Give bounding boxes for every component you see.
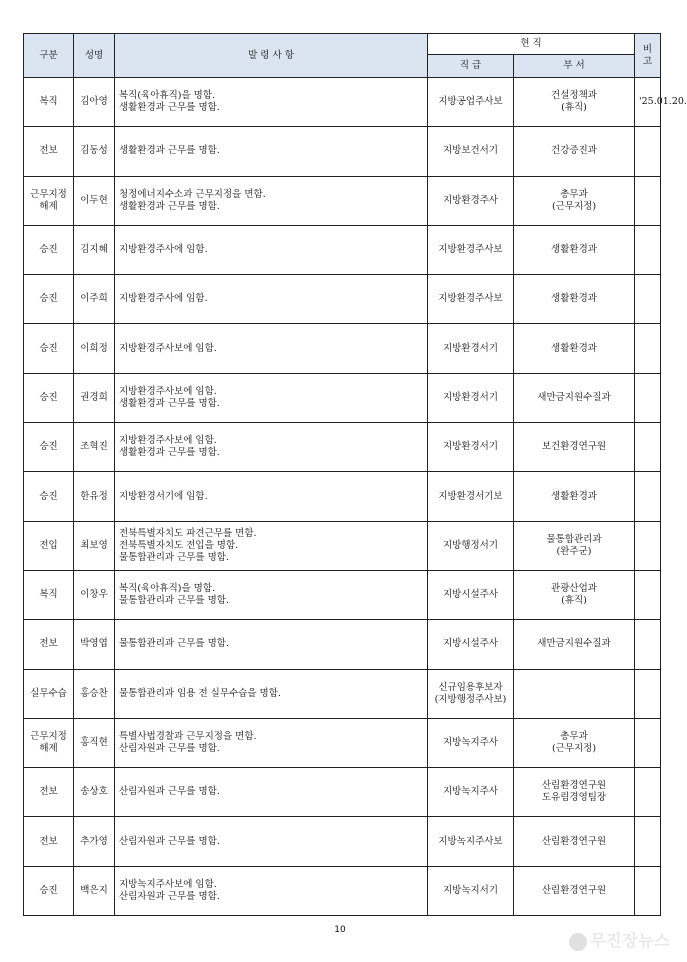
dept-cell-line: 도유림경영팀장: [541, 792, 607, 804]
order-detail-cell-line: 지방환경주사에 임함.: [119, 293, 208, 305]
category-cell: [24, 127, 74, 176]
dept-cell: [514, 570, 635, 619]
category-cell-line: 승진: [39, 441, 58, 453]
order-detail-cell: [115, 275, 428, 324]
order-detail-cell-line: 물통합관리과 근무를 명함.: [119, 551, 230, 563]
category-cell-line: 승진: [39, 293, 58, 305]
dept-cell: [514, 176, 635, 225]
order-detail-cell-line: 물통합관리과 임용 전 실무수습을 명함.: [119, 687, 281, 699]
order-detail-cell-line: 산림자원과 근무를 명함.: [119, 743, 220, 754]
category-cell-line: 근무지정: [30, 731, 67, 742]
name-cell: 이두현: [74, 176, 115, 225]
order-detail-cell-line: 지방녹지주사보에 임함.: [119, 878, 217, 890]
order-detail-cell: [115, 620, 428, 669]
table-row: [24, 718, 661, 767]
rank-cell: [428, 768, 514, 817]
category-cell-line: 승진: [39, 244, 58, 256]
table-row: [24, 373, 661, 422]
table-row: [24, 275, 661, 324]
dept-cell: [514, 768, 635, 817]
header-name: 성명: [74, 34, 115, 78]
dept-cell-line: 산림환경연구원: [541, 835, 607, 847]
order-detail-cell-line: 물통합관리과 근무를 명함.: [119, 595, 230, 607]
category-cell-line: 실무수습: [30, 687, 67, 699]
category-cell-line: 전입: [39, 539, 58, 551]
name-cell: 백은지: [74, 866, 115, 915]
category-cell: [24, 176, 74, 225]
dept-cell: [514, 521, 635, 570]
rank-cell: [428, 324, 514, 373]
order-detail-cell: [115, 78, 428, 127]
dept-cell: [514, 866, 635, 915]
dept-cell-line: 보건환경연구원: [541, 441, 607, 453]
category-cell: [24, 768, 74, 817]
order-detail-cell: [115, 472, 428, 521]
note-cell: [635, 275, 661, 324]
dept-cell-line: (근무지정): [551, 200, 597, 212]
order-detail-cell-line: 생활환경과 근무를 명함.: [119, 200, 220, 212]
rank-cell-line: 지방보건서기: [442, 145, 499, 157]
category-cell: [24, 423, 74, 472]
rank-cell-line: 지방녹지주사: [442, 786, 499, 798]
watermark-text: 무진장뉴스: [590, 931, 670, 950]
header-rank: 직 급: [428, 55, 514, 78]
name-cell: 조혁진: [74, 423, 115, 472]
category-cell: [24, 669, 74, 718]
category-cell: [24, 472, 74, 521]
logo-mark-icon: [569, 933, 587, 951]
category-cell: [24, 225, 74, 274]
watermark-logo: [569, 928, 670, 951]
order-detail-cell-line: 산림자원과 근무를 명함.: [119, 890, 220, 902]
table-row: [24, 127, 661, 176]
table-row: [24, 620, 661, 669]
rank-cell: [428, 570, 514, 619]
name-cell: 최보영: [74, 521, 115, 570]
order-detail-cell-line: 전북특별자치도 파견근무를 면함.: [119, 527, 257, 539]
order-detail-cell-line: 생활환경과 근무를 명함.: [119, 397, 220, 409]
rank-cell-line: 지방환경주사보: [438, 293, 503, 305]
dept-cell-line: 총무과: [560, 731, 588, 742]
category-cell-line: 승진: [39, 391, 58, 403]
dept-cell: [514, 669, 635, 718]
dept-cell: [514, 78, 635, 127]
order-detail-cell: [115, 423, 428, 472]
table-body: [24, 78, 687, 916]
category-cell-line: 승진: [39, 342, 58, 354]
note-cell: [635, 866, 661, 915]
category-cell: [24, 324, 74, 373]
category-cell-line: 전보: [39, 638, 58, 650]
order-detail-cell-line: 생활환경과 근무를 명함.: [119, 145, 220, 157]
name-cell: 김지혜: [74, 225, 115, 274]
order-detail-cell: [115, 324, 428, 373]
rank-cell-line: 지방환경서기: [442, 342, 499, 354]
table-row: [24, 472, 661, 521]
rank-cell: [428, 866, 514, 915]
dept-cell: [514, 423, 635, 472]
note-cell: [635, 620, 661, 669]
name-cell: 권경희: [74, 373, 115, 422]
rank-cell: [428, 275, 514, 324]
category-cell-line: 전보: [39, 835, 58, 847]
dept-cell-line: (휴직): [561, 102, 587, 114]
order-detail-cell-line: 지방환경서기에 임함.: [119, 490, 208, 502]
rank-cell-line: 지방환경서기보: [438, 490, 503, 502]
category-cell: [24, 78, 74, 127]
order-detail-cell-line: 지방환경주사보에 임함.: [119, 435, 217, 447]
dept-cell: [514, 817, 635, 866]
order-detail-cell-line: 전북특별자치도 전입을 명함.: [119, 539, 239, 551]
order-detail-cell-line: 지방환경주사보에 임함.: [119, 342, 217, 354]
order-detail-cell-line: 산림자원과 근무를 명함.: [119, 786, 220, 798]
dept-cell-line: 산림환경연구원: [541, 780, 607, 792]
category-cell: [24, 275, 74, 324]
rank-cell: [428, 373, 514, 422]
category-cell: [24, 521, 74, 570]
dept-cell-line: 생활환경과: [551, 293, 597, 305]
rank-cell-line: 지방환경주사: [442, 194, 499, 206]
name-cell: 송상호: [74, 768, 115, 817]
rank-cell-line: 지방녹지주사보: [438, 835, 503, 847]
order-detail-cell-line: 복직(육아휴직)을 명함.: [119, 583, 216, 595]
note-cell: [635, 472, 661, 521]
note-cell: [635, 176, 661, 225]
name-cell: 김아영: [74, 78, 115, 127]
order-detail-cell: [115, 225, 428, 274]
name-cell: 김동성: [74, 127, 115, 176]
note-cell: [635, 570, 661, 619]
category-cell-line: 전보: [39, 145, 58, 157]
table-row: [24, 176, 661, 225]
order-detail-cell: [115, 718, 428, 767]
rank-cell: [428, 176, 514, 225]
dept-cell-line: 생활환경과: [551, 342, 597, 354]
dept-cell-line: 생활환경과: [551, 244, 597, 256]
order-detail-cell-line: 생활환경과 근무를 명함.: [119, 447, 220, 459]
order-detail-cell-line: 특별사법경찰과 근무지정을 면함.: [119, 731, 257, 742]
name-cell: 박영엽: [74, 620, 115, 669]
rank-cell: [428, 718, 514, 767]
category-cell-line: 승진: [39, 490, 58, 502]
rank-cell: [428, 620, 514, 669]
dept-cell: [514, 225, 635, 274]
dept-cell: [514, 275, 635, 324]
dept-cell-line: (근무지정): [551, 743, 597, 754]
order-detail-cell-line: 지방환경주사에 임함.: [119, 244, 208, 256]
order-detail-cell: [115, 768, 428, 817]
table-row: [24, 423, 661, 472]
rank-cell-line: 지방환경서기: [442, 391, 499, 403]
order-detail-cell: [115, 373, 428, 422]
rank-cell: [428, 78, 514, 127]
header-order: 발 령 사 항: [115, 34, 428, 78]
name-cell: 한유정: [74, 472, 115, 521]
order-detail-cell: [115, 176, 428, 225]
page-number: 10: [334, 925, 346, 935]
header-dept: 부 서: [514, 55, 635, 78]
rank-cell-line: 지방환경주사보: [438, 244, 503, 256]
header-note: 비고: [635, 34, 661, 78]
table-row: [24, 570, 661, 619]
rank-cell-line: 지방환경서기: [442, 441, 499, 453]
category-cell-line: 복직: [39, 589, 58, 601]
dept-cell-line: 건설정책과: [551, 90, 597, 102]
dept-cell-line: 새만금지원수질과: [537, 638, 611, 650]
header-current: 현 직: [428, 34, 635, 55]
dept-cell: [514, 718, 635, 767]
note-cell: [635, 373, 661, 422]
dept-cell: [514, 620, 635, 669]
order-detail-cell: [115, 127, 428, 176]
rank-cell: [428, 472, 514, 521]
personnel-table: [23, 33, 687, 916]
note-cell: [635, 817, 661, 866]
name-cell: 홍직현: [74, 718, 115, 767]
table-row: [24, 768, 661, 817]
dept-cell-line: 산림환경연구원: [541, 884, 607, 896]
table-row: [24, 866, 661, 915]
order-detail-cell-line: 지방환경주사보에 임함.: [119, 385, 217, 397]
order-detail-cell-line: 복직(육아휴직)을 명함.: [119, 90, 216, 102]
note-cell: [635, 127, 661, 176]
category-cell: [24, 373, 74, 422]
rank-cell-line: 지방시설주사: [442, 589, 499, 601]
order-detail-cell: [115, 866, 428, 915]
rank-cell-line: 지방녹지서기: [442, 884, 499, 896]
category-cell-line: 복직: [39, 96, 58, 108]
dept-cell-line: 건강증진과: [551, 145, 597, 157]
table-row: [24, 324, 661, 373]
rank-cell-line: 지방시설주사: [442, 638, 499, 650]
rank-cell-line: 지방녹지주사: [442, 737, 499, 748]
order-detail-cell: [115, 521, 428, 570]
table-row: [24, 669, 661, 718]
order-detail-cell: [115, 817, 428, 866]
dept-cell-line: 생활환경과: [551, 490, 597, 502]
name-cell: 이창우: [74, 570, 115, 619]
rank-cell: [428, 817, 514, 866]
rank-cell: [428, 225, 514, 274]
order-detail-cell: [115, 570, 428, 619]
dept-cell-line: 관광산업과: [551, 583, 597, 595]
rank-cell-line: (지방행정주사보): [434, 693, 507, 705]
order-detail-cell-line: 산림자원과 근무를 명함.: [119, 835, 220, 847]
name-cell: 이주희: [74, 275, 115, 324]
order-detail-cell: [115, 669, 428, 718]
rank-cell-line: 신규임용후보자: [438, 681, 503, 693]
name-cell: 이희정: [74, 324, 115, 373]
dept-cell-line: 물통합관리과: [546, 533, 602, 545]
note-cell: [635, 669, 661, 718]
rank-cell: [428, 669, 514, 718]
category-cell-line: 해제: [39, 743, 58, 754]
table-row: [24, 225, 661, 274]
name-cell: 홍승찬: [74, 669, 115, 718]
rank-cell: [428, 423, 514, 472]
note-cell: [635, 718, 661, 767]
note-cell: [635, 423, 661, 472]
category-cell-line: 승진: [39, 884, 58, 896]
dept-cell-line: (휴직): [561, 595, 587, 607]
category-cell-line: 해제: [39, 200, 58, 212]
dept-cell: [514, 127, 635, 176]
dept-cell: [514, 373, 635, 422]
dept-cell: [514, 324, 635, 373]
header-category: 구분: [24, 34, 74, 78]
rank-cell-line: 지방공업주사보: [438, 96, 503, 108]
order-detail-cell-line: 물통합관리과 근무를 명함.: [119, 638, 230, 650]
note-cell: [635, 225, 661, 274]
dept-cell-line: 새만금지원수질과: [537, 391, 611, 403]
dept-cell-line: 총무과: [560, 188, 588, 200]
table-row: [24, 78, 661, 127]
rank-cell-line: 지방행정서기: [442, 539, 499, 551]
note-cell: '25.01.20.: [635, 78, 661, 127]
category-cell: [24, 718, 74, 767]
category-cell: [24, 570, 74, 619]
category-cell: [24, 817, 74, 866]
table-row: [24, 521, 661, 570]
dept-cell: [514, 472, 635, 521]
table-row: [24, 817, 661, 866]
note-cell: [635, 768, 661, 817]
category-cell: [24, 866, 74, 915]
category-cell-line: 근무지정: [30, 188, 67, 200]
rank-cell: [428, 521, 514, 570]
header-row-1: [24, 34, 661, 55]
category-cell-line: 전보: [39, 786, 58, 798]
rank-cell: [428, 127, 514, 176]
order-detail-cell-line: 청정에너지수소과 근무지정을 면함.: [119, 188, 266, 200]
dept-cell-line: (완주군): [556, 545, 592, 557]
note-cell: [635, 521, 661, 570]
order-detail-cell-line: 생활환경과 근무를 명함.: [119, 102, 220, 114]
name-cell: 추가영: [74, 817, 115, 866]
note-cell: [635, 324, 661, 373]
category-cell: [24, 620, 74, 669]
